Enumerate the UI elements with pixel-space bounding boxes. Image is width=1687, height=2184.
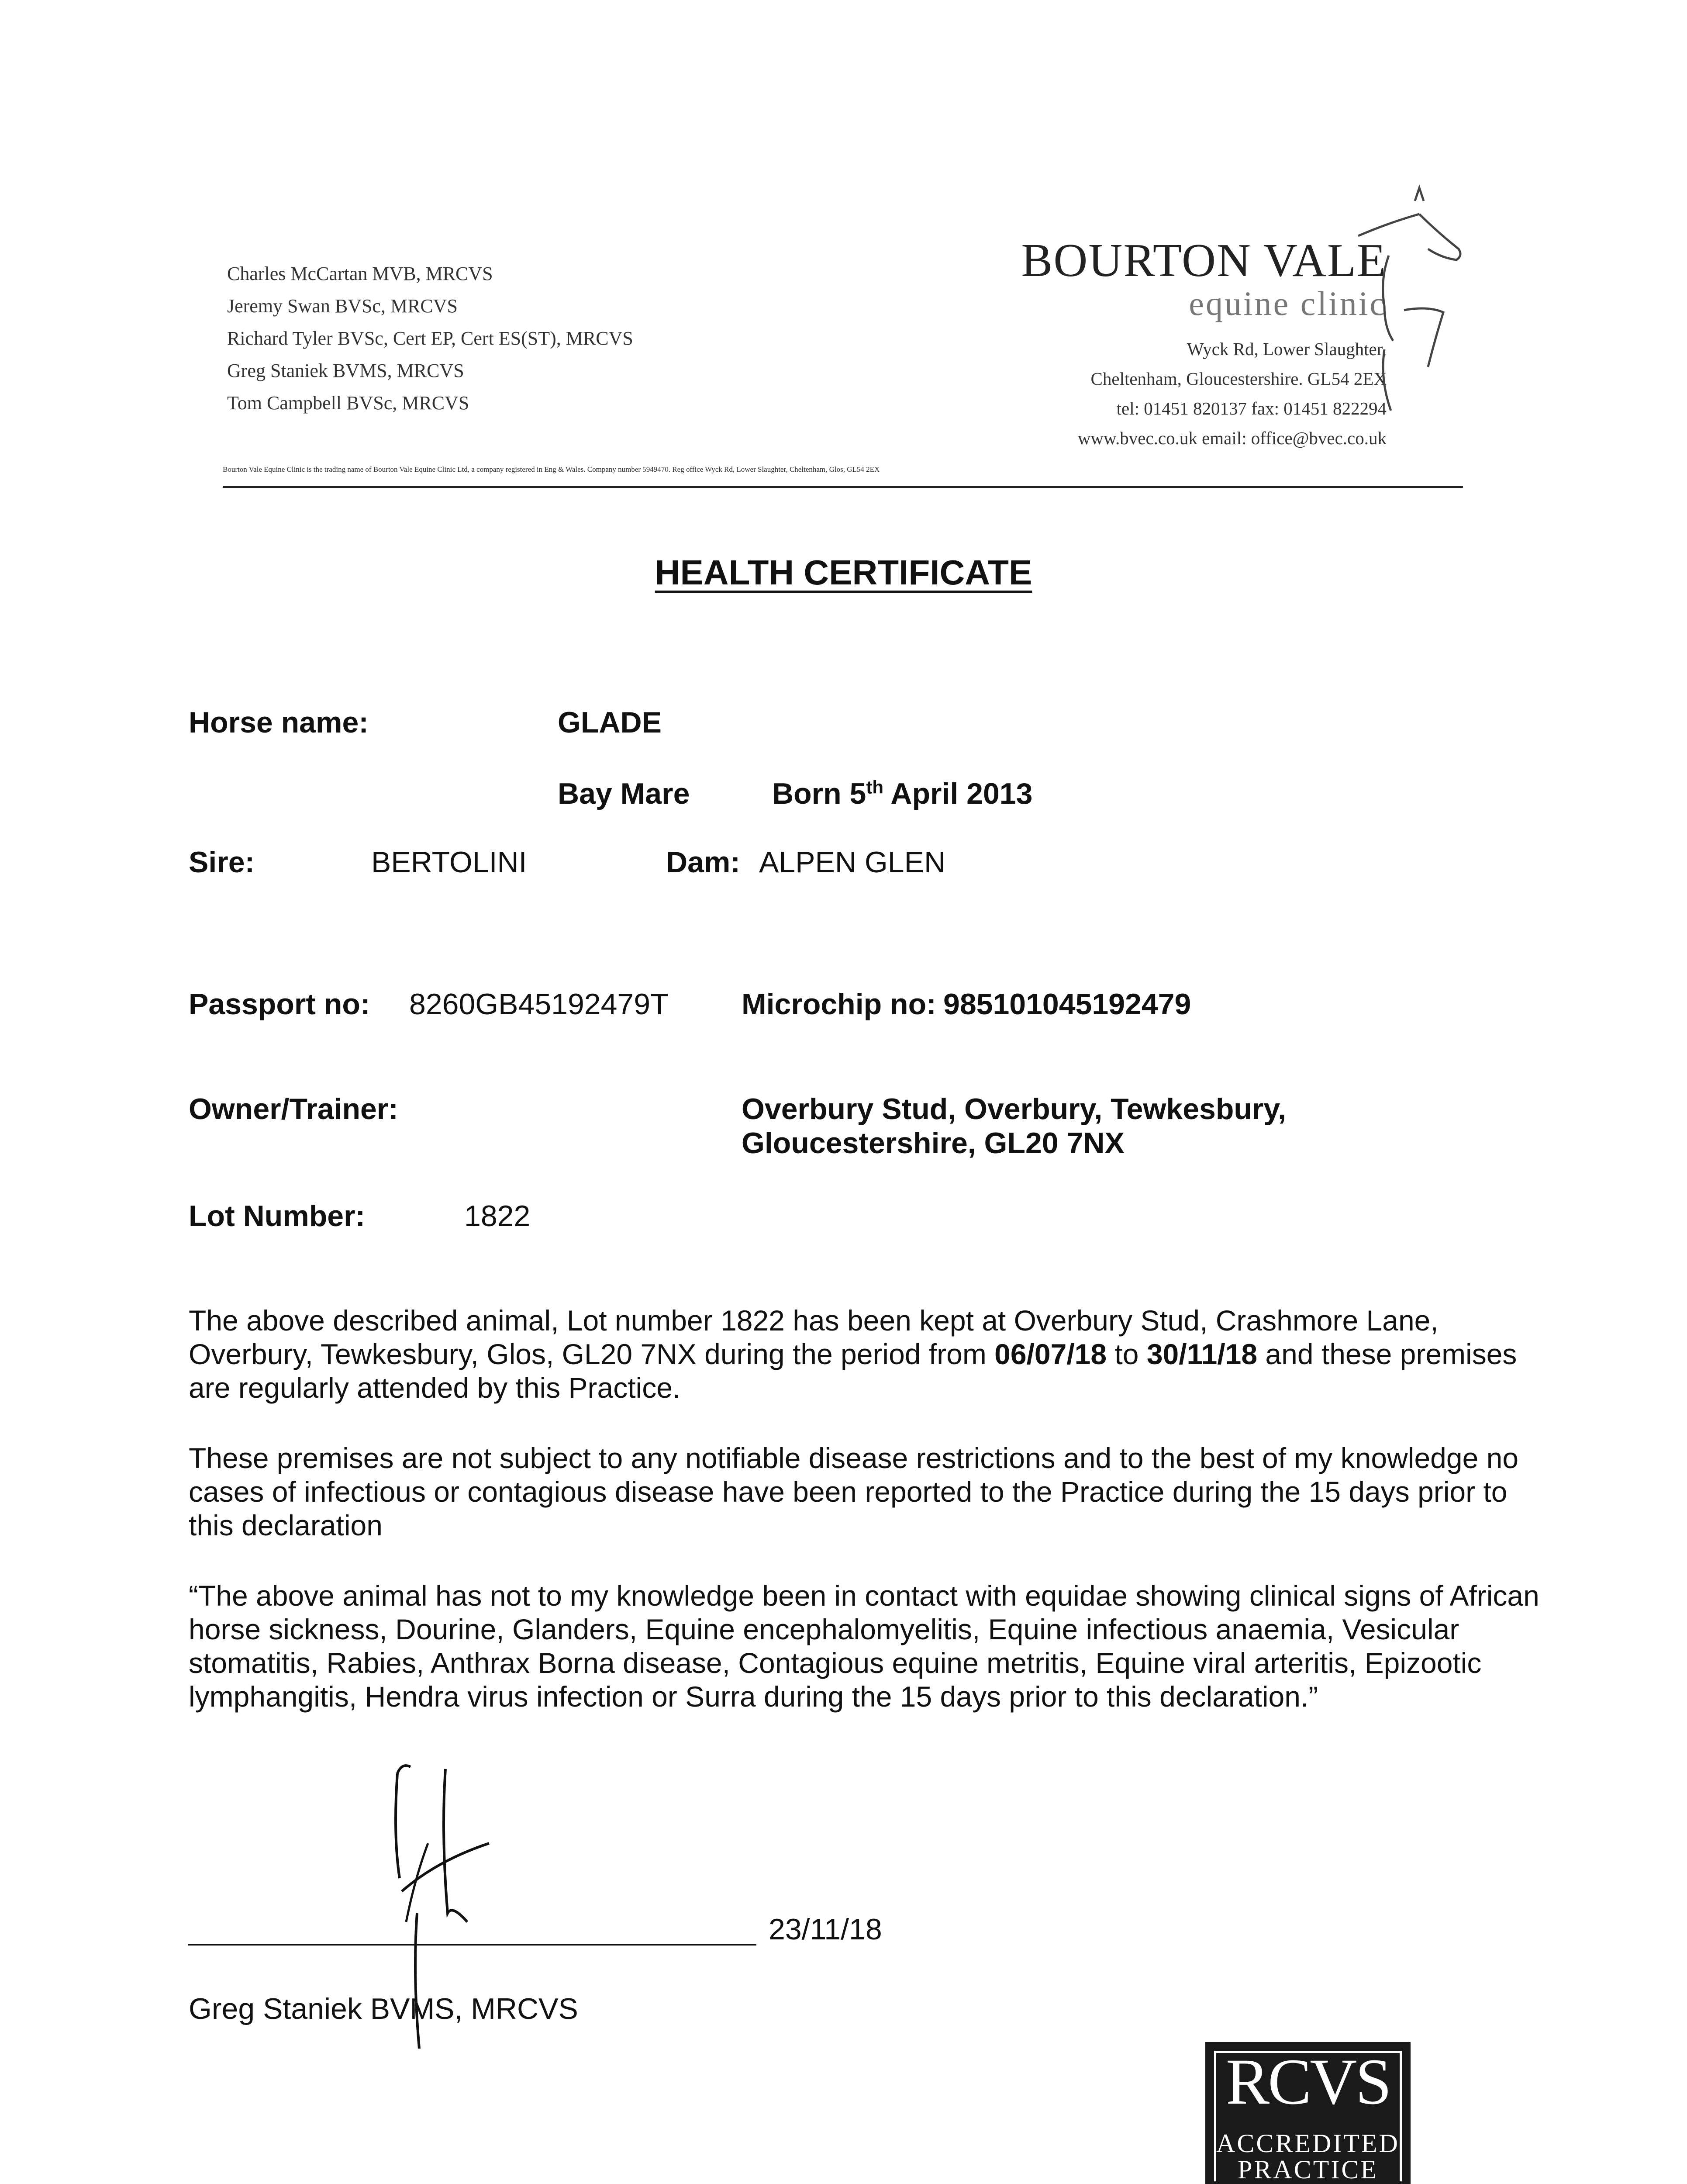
born-prefix: Born 5 <box>772 777 866 810</box>
horse-logo-icon <box>1354 183 1467 428</box>
owner-label: Owner/Trainer: <box>189 1092 398 1126</box>
clinic-subtitle: equine clinic <box>1189 284 1387 322</box>
horse-name-label: Horse name: <box>189 706 369 739</box>
owner-address <box>742 1092 1286 1160</box>
paragraph-text: “The above animal has not to my knowledge been in contact with equidae showing clinical signs of African horse sickness, Dourine, Glanders, Equine encephalomyelitis, Equine infectious anaemia, Vesicular stomatitis, Rabies, Anthrax Borna disease, Contagious equine metritis, Equine viral arteritis, Epizootic lymphangitis, Hendra virus infection or Surra during the 15 days prior to this declaration.” <box>189 1579 1539 1713</box>
address-line: Cheltenham, Gloucestershire. GL54 2EX <box>1090 369 1387 389</box>
horse-colour-sex: Bay Mare <box>558 777 690 810</box>
header-divider <box>223 486 1463 488</box>
phone-line: tel: 01451 820137 fax: 01451 822294 <box>1116 398 1387 418</box>
vet-name: Tom Campbell BVSc, MRCVS <box>227 392 469 414</box>
passport-value: 8260GB45192479T <box>409 988 669 1021</box>
address-line: Wyck Rd, Lower Slaughter, <box>1187 339 1387 359</box>
p1-text-a: The above described animal, Lot number 1822 has been kept at Overbury Stud, Crashmore Lane, Overbury, Tewkesbury, Glos, GL20 7NX during the period from <box>189 1304 1439 1370</box>
vet-name: Charles McCartan MVB, MRCVS <box>227 263 493 284</box>
clinic-address <box>1078 334 1387 453</box>
vet-name: Greg Staniek BVMS, MRCVS <box>227 360 464 381</box>
p1-text-b: and these premises are regularly attended by this Practice. <box>189 1338 1517 1404</box>
signature-line <box>188 1944 756 1946</box>
dam-value: ALPEN GLEN <box>759 846 946 879</box>
microchip-value: 985101045192479 <box>943 988 1191 1021</box>
microchip-label: Microchip no: <box>742 988 936 1021</box>
lot-value: 1822 <box>464 1199 531 1233</box>
horse-name: GLADE <box>558 706 662 739</box>
sire-label: Sire: <box>189 846 255 879</box>
page-title <box>0 553 1687 593</box>
born-sup: th <box>866 777 884 798</box>
lot-label: Lot Number: <box>189 1199 366 1233</box>
owner-line: Overbury Stud, Overbury, Tewkesbury, <box>742 1092 1287 1126</box>
seal-rcvs: RCVS <box>1226 2046 1390 2118</box>
sire-value: BERTOLINI <box>371 846 527 879</box>
signatory-name: Greg Staniek BVMS, MRCVS <box>189 1992 578 2025</box>
company-registration-note: Bourton Vale Equine Clinic is the trading name of Bourton Vale Equine Clinic Ltd, a company registered in Eng & Wales. Company number 5949470. Reg office Wyck Rd, Lower Slaughter, Cheltenham, Glos, GL54 2EX <box>223 465 880 473</box>
p1-date-from: 06/07/18 <box>994 1338 1107 1370</box>
paragraph-premises <box>189 1304 1542 1405</box>
seal-practice: PRACTICE <box>1237 2155 1379 2184</box>
paragraph-text: These premises are not subject to any notifiable disease restrictions and to the best of my knowledge no cases of infectious or contagious disease have been reported to the Practice during the 15 days prior to this declaration <box>189 1442 1519 1541</box>
owner-line: Gloucestershire, GL20 7NX <box>742 1127 1125 1160</box>
born-suffix: April 2013 <box>883 777 1033 810</box>
p1-to: to <box>1107 1338 1147 1370</box>
vet-name: Richard Tyler BVSc, Cert EP, Cert ES(ST), MRCVS <box>227 328 633 349</box>
paragraph-declaration <box>189 1579 1542 1714</box>
signature-date: 23/11/18 <box>769 1913 882 1946</box>
paragraph-text <box>189 1304 1542 1405</box>
seal-accredited: ACCREDITED <box>1216 2129 1400 2158</box>
p1-date-to: 30/11/18 <box>1146 1338 1258 1370</box>
vets-list <box>227 258 633 419</box>
rcvs-accredited-seal <box>1205 2042 1411 2184</box>
paragraph-restrictions <box>189 1441 1542 1542</box>
title-text: HEALTH CERTIFICATE <box>655 553 1032 592</box>
clinic-name: BOURTON VALE <box>1021 235 1387 287</box>
horse-born <box>772 777 1032 811</box>
web-line: www.bvec.co.uk email: office@bvec.co.uk <box>1077 428 1387 448</box>
passport-label: Passport no: <box>189 988 370 1021</box>
vet-name: Jeremy Swan BVSc, MRCVS <box>227 295 458 317</box>
dam-label: Dam: <box>666 846 741 879</box>
